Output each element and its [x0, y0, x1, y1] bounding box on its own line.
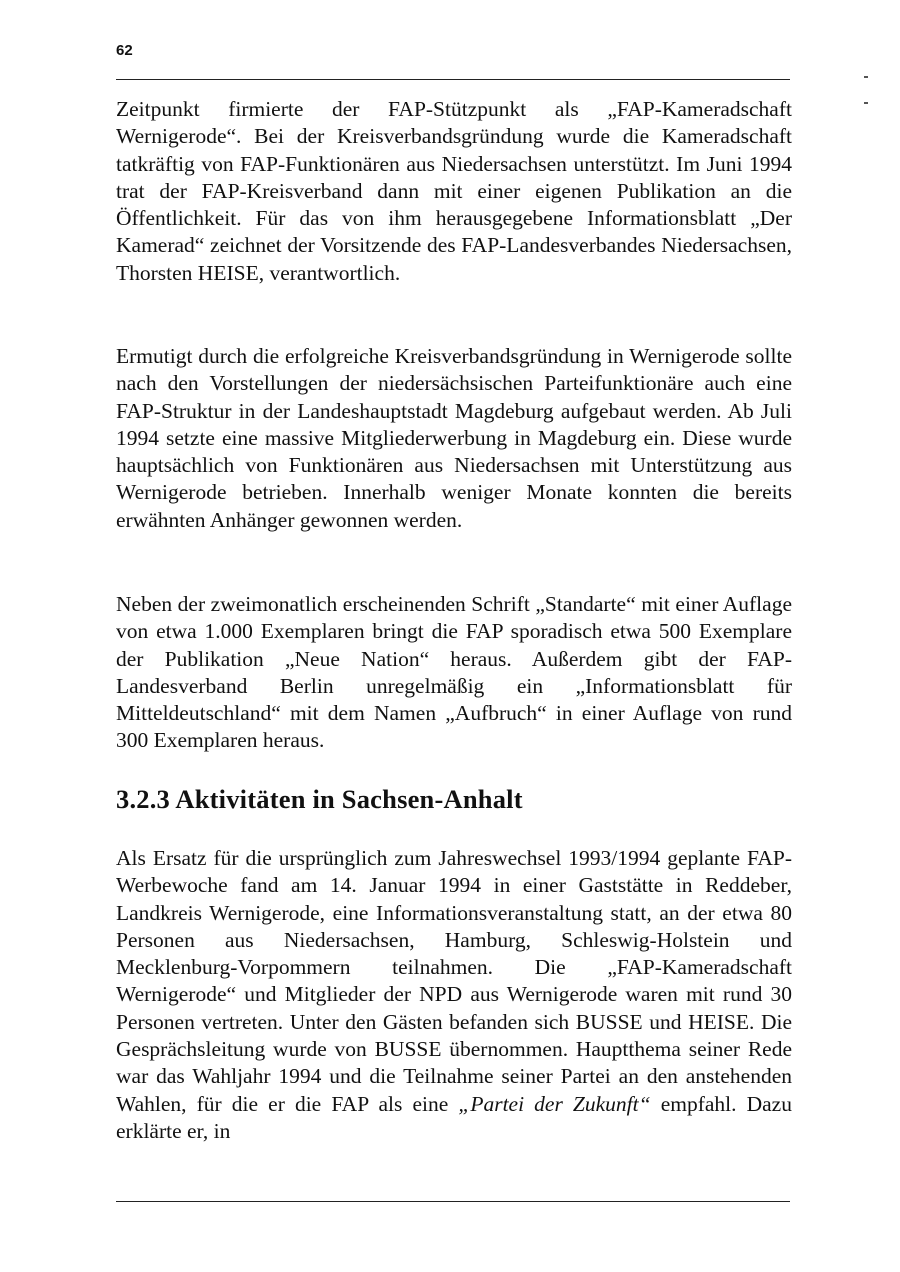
paragraph-3: Neben der zweimonatlich erscheinenden Schrift „Standarte“ mit einer Auflage von etwa 1.000 Exemplaren bringt die FAP sporadisch etwa 500 Exemplare der Publikation „Neue Nation“ heraus. Außerdem gibt der FAP-Landesverband Berlin unregelmäßig ein „Informationsblatt für Mitteldeutschland“ mit dem Namen „Aufbruch“ in einer Auflage von rund 300 Exemplaren heraus.: [116, 592, 792, 753]
paragraph-4-end: empfahl. Dazu erklärte er, in: [116, 1091, 792, 1143]
paragraph-1: Zeitpunkt firmierte der FAP-Stützpunkt als „FAP-Kameradschaft Wernigerode“. Bei der Kreisverbandsgründung wurde die Kameradschaft tatkräftig von FAP-Funktionären aus Niedersachsen unterstützt. Im Juni 1994 trat der FAP-Kreisverband dann mit einer eigenen Publikation an die Öffentlichkeit. Für das von ihm herausgegebene Informationsblatt „Der Kamerad“ zeichnet der Vorsitzende des FAP-Landesverbandes Niedersachsen, Thorsten HEISE, verantwortlich.: [116, 97, 792, 285]
paragraph-4-text: Als Ersatz für die ursprünglich zum Jahreswechsel 1993/1994 geplante FAP-Werbewoche fand am 14. Januar 1994 in einer Gaststätte in Reddeber, Landkreis Wernigerode, eine Informationsveranstaltung statt, an der etwa 80 Personen aus Niedersachsen, Hamburg, Schleswig-Holstein und Mecklenburg-Vorpommern teilnahmen. Die „FAP-Kameradschaft Wernigerode“ und Mitglieder der NPD aus Wernigerode waren mit rund 30 Personen vertreten. Unter den Gästen befanden sich BUSSE und HEISE. Die Gesprächsleitung wurde von BUSSE übernommen. Hauptthema seiner Rede war das Wahljahr 1994 und die Teilnahme seiner Partei an den anstehenden Wahlen, für die er die FAP als eine: [116, 846, 792, 1116]
scan-speck: [864, 76, 868, 78]
paragraph-4-quote: „Partei der Zukunft“: [458, 1091, 651, 1116]
footer-rule: [116, 1201, 790, 1202]
section-heading: 3.2.3 Aktivitäten in Sachsen-Anhalt: [116, 784, 523, 814]
paragraph-2: Ermutigt durch die erfolgreiche Kreisverbandsgründung in Wernigerode sollte nach den Vorstellungen der niedersächsischen Parteifunktionäre auch eine FAP-Struktur in der Landeshauptstadt Magdeburg aufgebaut werden. Ab Juli 1994 setzte eine massive Mitgliederwerbung in Magdeburg ein. Diese wurde hauptsächlich von Funktionären aus Niedersachsen mit Unterstützung aus Wernigerode betrieben. Innerhalb weniger Monate konnten die bereits erwähnten Anhänger gewonnen werden.: [116, 344, 792, 532]
header-rule: [116, 79, 790, 80]
page-number: 62: [116, 42, 133, 59]
paragraph-4: [116, 845, 792, 1145]
scan-speck: [864, 102, 868, 104]
